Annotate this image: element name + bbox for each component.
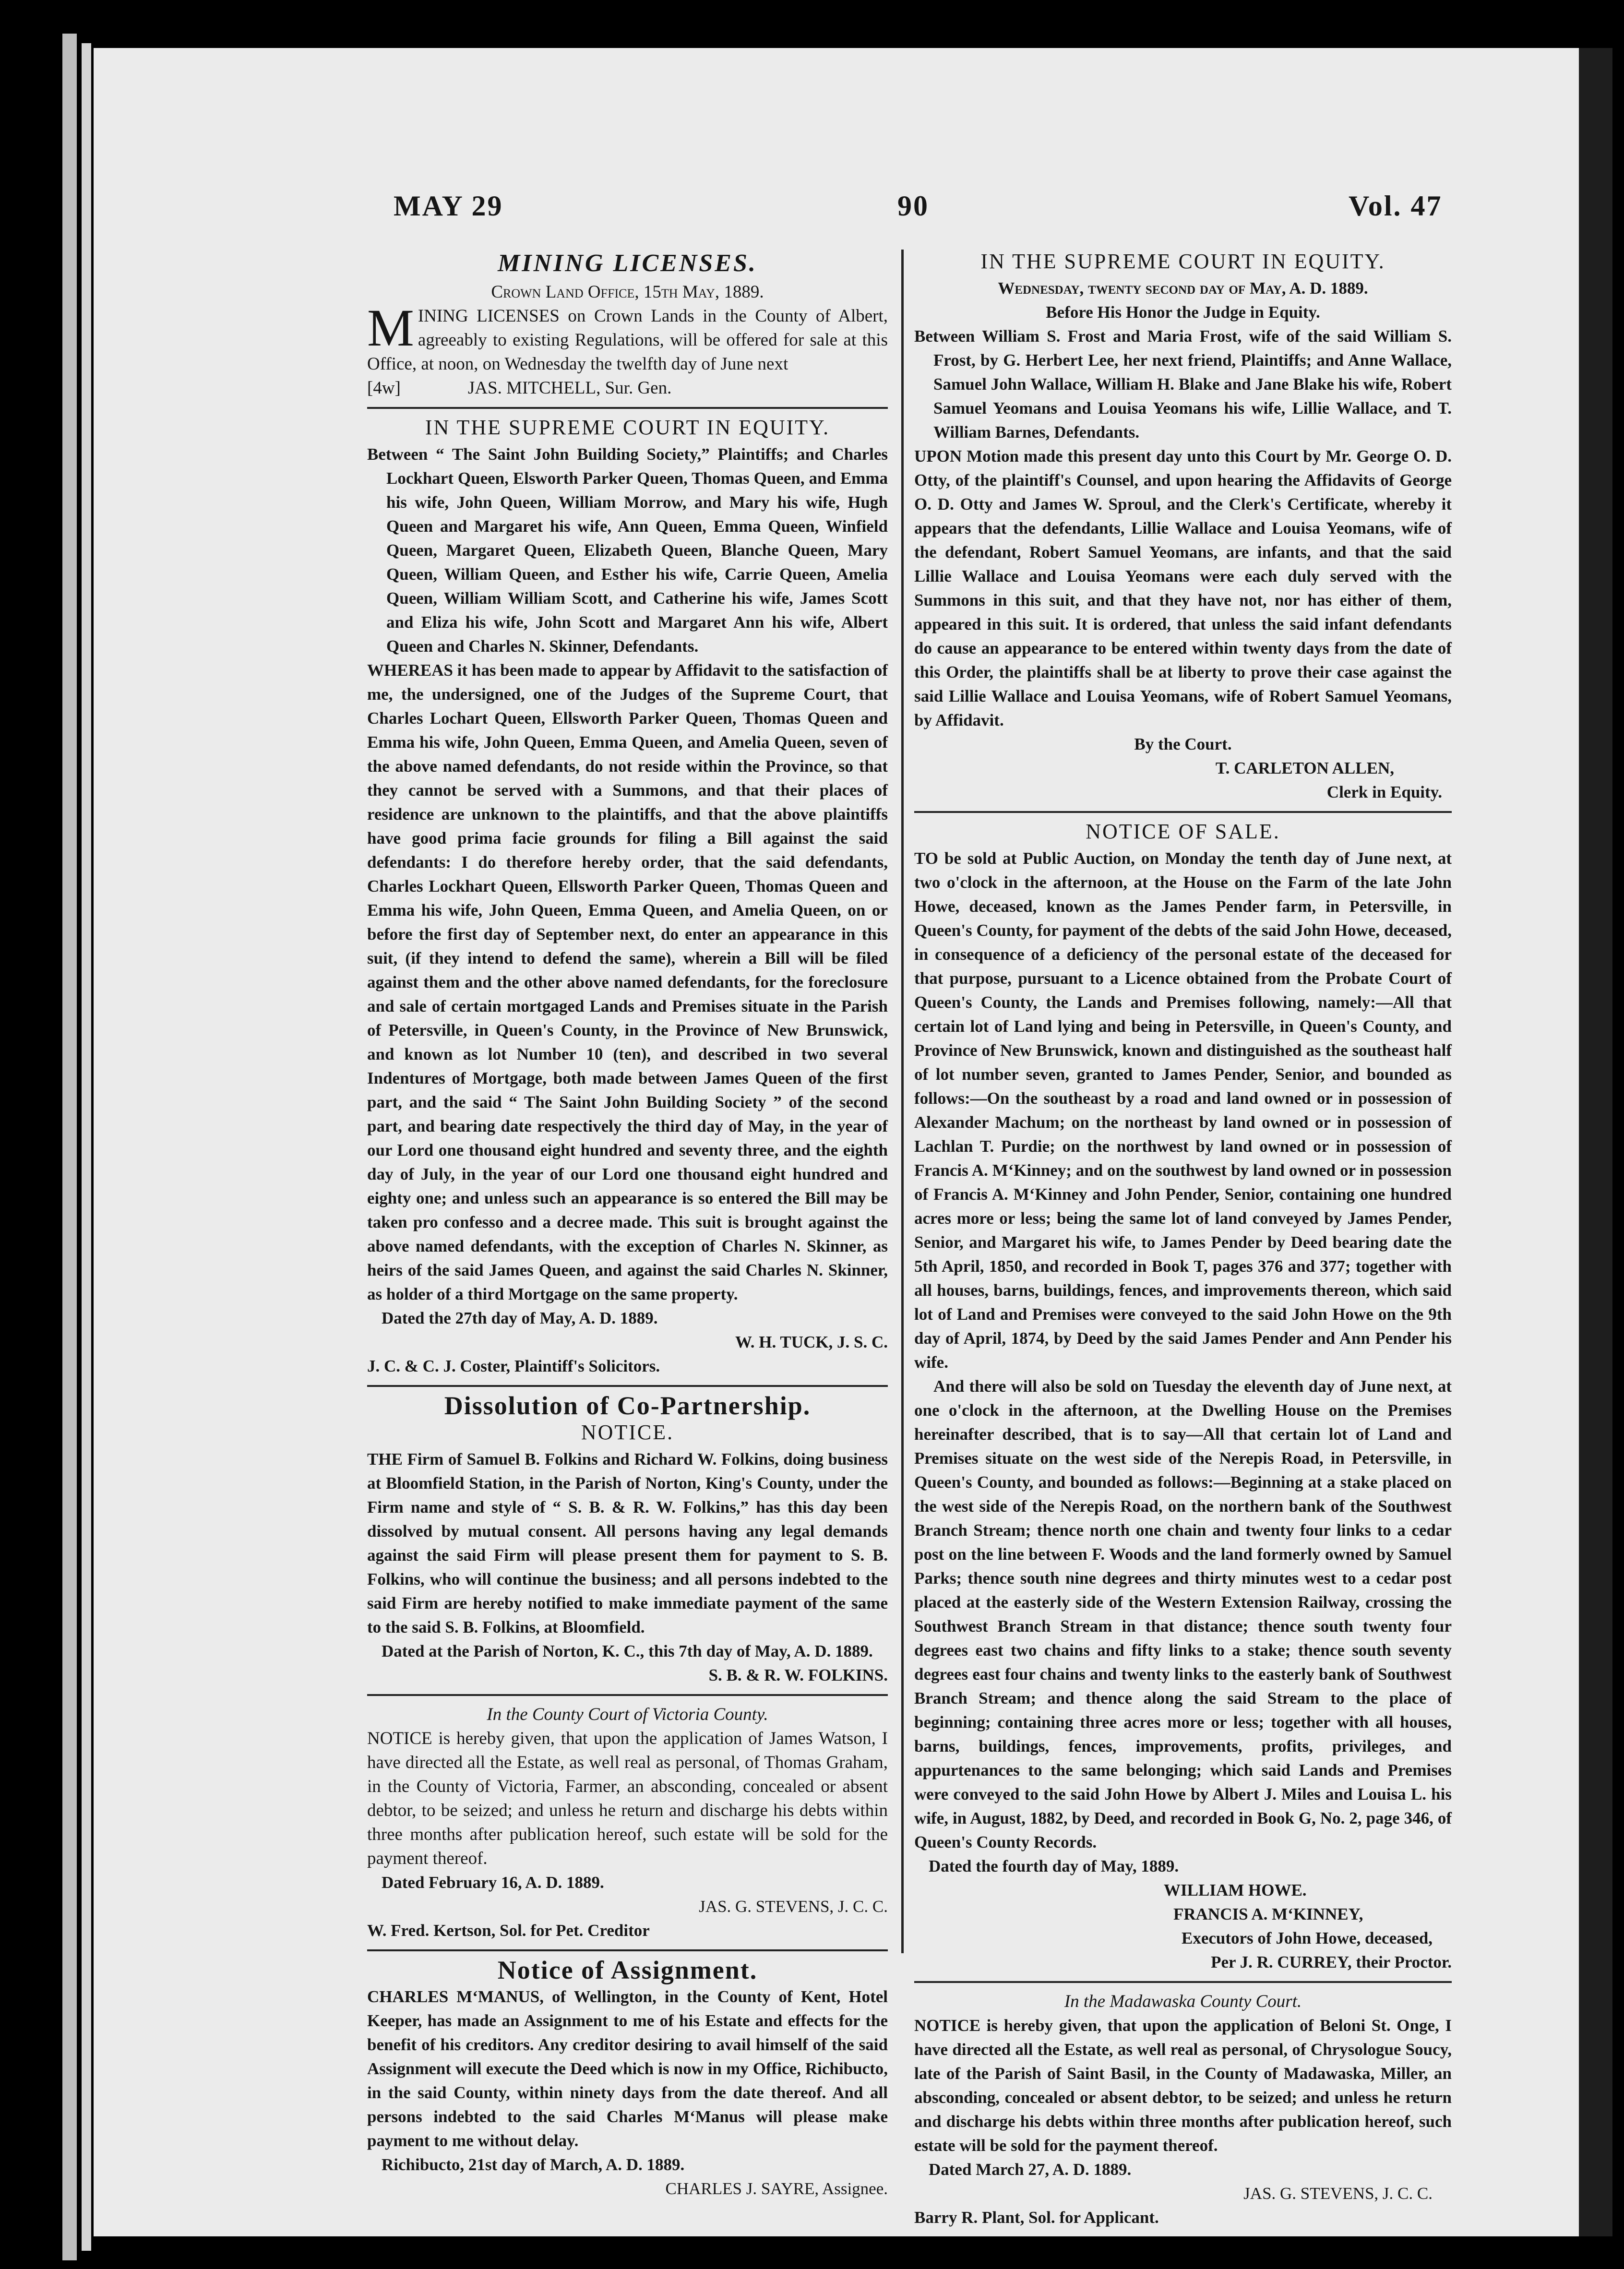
equity2-clerk: T. CARLETON ALLEN, [1215, 759, 1394, 777]
victoria-judge: JAS. G. STEVENS, J. C. C. [699, 1897, 888, 1916]
sale-dated: Dated the fourth day of May, 1889. [929, 1857, 1179, 1875]
page-edge [62, 34, 77, 2260]
sale-executor-2: FRANCIS A. M‘KINNEY, [1173, 1905, 1363, 1923]
column-divider [901, 250, 904, 1953]
victoria-dated: Dated February 16, A. D. 1889. [382, 1873, 604, 1892]
sale-body-2: And there will also be sold on Tuesday the eleventh day of June next, at one o'clock in the afternoon, at the Dwelling House on the Premises hereinafter described, that is to say—All that certain lot of Land and Premises situate on the west side of the Nerepis Road, in Petersville, in Queen's County, and bounded as follows:—Beginning at a stake placed on the west side of the Nerepis Road, on the northern bank of the Southwest Branch Stream; thence north one chain and twenty four links to a cedar post on the line between F. Woods and the land formerly owned by Samuel Parks; thence south nine degrees and thirty minutes west to a cedar post placed at the easterly side of the Western Extension Railway, crossing the Southwest Branch Stream in that distance; thence south twenty four degrees east two chains and fifty links to a stake; thence south seventy degrees east four chains and twenty links to the easterly bank of Southwest Branch Stream; and thence along the said Stream to the place of beginning; containing three acres more or less; together with all houses, barns, buildings, fences, improvements, profits, privileges, and appurtenances to the same belonging; which said Lands and Premises were conveyed to the said John Howe by Albert J. Miles and Louisa L. his wife, in August, 1882, by Deed, and recorded in Book G, No. 2, page 346, of Queen's County Records. [914, 1377, 1452, 1851]
divider [914, 1981, 1452, 1983]
mining-dateline: Crown Land Office, 15th May, 1889. [491, 282, 764, 302]
madawaska-judge: JAS. G. STEVENS, J. C. C. [1243, 2184, 1433, 2203]
madawaska-solicitor: Barry R. Plant, Sol. for Applicant. [914, 2208, 1159, 2227]
dissolution-signature: S. B. & R. W. FOLKINS. [708, 1666, 888, 1684]
equity2-body: UPON Motion made this present day unto this Court by Mr. George O. D. Otty, of the plaintiff's Counsel, and upon hearing the Affidavits of George O. D. Otty and James W. Sproul, and the Clerk's Certificate, whereby it appears that the defendants, Lillie Wallace and Louisa Yeomans, wife of the defendant, Robert Samuel Yeomans, are infants, and that the said Lillie Wallace and Louisa Yeomans were each duly served with the Summons in this suit, and that they have not, nor has either of them, appeared in this suit. It is ordered, that unless the said infant defendants do cause an appearance to be entered within twenty days from the date of this Order, the plaintiffs shall be at liberty to prove their case against the said Lillie Wallace and Louisa Yeomans, wife of Robert Samuel Yeomans, by Affidavit. [914, 447, 1452, 729]
page-curl-shadow [1579, 48, 1612, 2236]
equity1-parties: Between “ The Saint John Building Society,” Plaintiffs; and Charles Lockhart Queen, Elsworth Parker Queen, Thomas Queen, and Emma his wife, John Queen, William Morrow, and Mary his wife, Hugh Queen and Margaret his wife, Ann Queen, Emma Queen, Winfield Queen, Margaret Queen, Elizabeth Queen, Blanche Queen, Mary Queen, William Queen, and Esther his wife, Carrie Queen, Amelia Queen, William William Scott, and Catherine his wife, James Scott and Eliza his wife, John Scott and Margaret Ann his wife, Albert Queen and Charles N. Skinner, Defendants. [367, 445, 888, 656]
dissolution-body: THE Firm of Samuel B. Folkins and Richard W. Folkins, doing business at Bloomfield Station, in the Parish of Norton, King's County, under the Firm name and style of “ S. B. & R. W. Folkins,” has this day been dissolved by mutual consent. All persons having any legal demands against the said Firm will please present them for payment to S. B. Folkins, who will continue the business; and all persons indebted to the said Firm are hereby notified to make immediate payment of the same to the said S. B. Folkins, at Bloomfield. [367, 1450, 888, 1636]
equity2-clerk-title: Clerk in Equity. [1326, 783, 1442, 801]
equity1-judge: W. H. TUCK, J. S. C. [735, 1333, 888, 1351]
assignment-dated: Richibucto, 21st day of March, A. D. 1889. [382, 2155, 685, 2174]
dissolution-notice [367, 1391, 888, 1687]
equity2-title: IN THE SUPREME COURT IN EQUITY. [980, 250, 1385, 273]
assignment-signature: CHARLES J. SAYRE, Assignee. [665, 2179, 888, 2198]
divider [367, 1694, 888, 1696]
madawaska-title: In the Madawaska County Court. [1064, 1992, 1302, 2011]
equity1-title: IN THE SUPREME COURT IN EQUITY. [425, 416, 830, 439]
madawaska-dated: Dated March 27, A. D. 1889. [929, 2160, 1132, 2179]
divider [367, 1385, 888, 1387]
mining-body: INING LICENSES on Crown Lands in the County of Albert, agreeably to existing Regulations, will be offered for sale at this Office, at noon, on Wednesday the twelfth day of June next [367, 306, 888, 374]
notice-of-sale [914, 820, 1452, 1974]
equity2-before: Before His Honor the Judge in Equity. [1046, 303, 1320, 322]
divider [367, 1949, 888, 1951]
mining-licenses-title: MINING LICENSES. [498, 250, 757, 277]
right-column [914, 250, 1452, 2230]
mining-drop-cap: M [367, 299, 414, 357]
header-page-number: 90 [897, 190, 929, 222]
divider [914, 811, 1452, 813]
divider [367, 407, 888, 409]
mining-licenses-notice [367, 251, 888, 400]
assignment-body: CHARLES M‘MANUS, of Wellington, in the County of Kent, Hotel Keeper, has made an Assignment to me of his Estate and effects for the benefit of his creditors. Any creditor desiring to avail himself of the said Assignment will execute the Deed which is now in my Office, Richibucto, in the said County, within ninety days from the date thereof. And all persons indebted to the said Charles M‘Manus will please make payment to me without delay. [367, 1987, 888, 2150]
sale-executor-1: WILLIAM HOWE. [1164, 1881, 1307, 1899]
mining-signature: JAS. MITCHELL, Sur. Gen. [467, 378, 672, 398]
dissolution-title: Dissolution of Co-Partnership. [444, 1391, 811, 1420]
equity2-by-court: By the Court. [1134, 735, 1232, 753]
sale-body-1: TO be sold at Public Auction, on Monday the tenth day of June next, at two o'clock in the afternoon, at the House on the Farm of the late John Howe, deceased, known as the James Pender farm, in Petersville, in Queen's County, for payment of the debts of the said John Howe, deceased, in consequence of a deficiency of the personal estate of the deceased for that purpose, pursuant to a Licence obtained from the Probate Court of Queen's County, the Lands and Premises following, namely:—All that certain lot of Land lying and being in Petersville, in Queen's County, and Province of New Brunswick, known and distinguished as the southeast half of lot number seven, granted to James Pender, Senior, and bounded as follows:—On the southeast by a road and land owned or in possession of Alexander Machum; on the northeast by land owned or in possession of Lachlan T. Purdie; on the northwest by land owned or in possession of Francis A. M‘Kinney; and on the southwest by land owned or in possession of Francis A. M‘Kinney and John Pender, Senior, containing one hundred acres more or less; being the same lot of land conveyed by James Pender, Senior, and Margaret his wife, to James Pender by Deed bearing date the 5th April, 1850, and recorded in Book T, pages 376 and 377; together with all houses, barns, buildings, fences, and improvements thereon, which said lot of Land and Premises were conveyed to the said John Howe on the 9th day of April, 1874, by Deed by the said James Pender and Ann Pender his wife. [914, 849, 1452, 1372]
victoria-body: NOTICE is hereby given, that upon the application of James Watson, I have directed all the Estate, as well real as personal, of Thomas Graham, in the County of Victoria, Farmer, an absconding, concealed or absent debtor, to be seized; and unless he return and discharge his debts within three months after publication hereof, such estate will be sold for the payment thereof. [367, 1729, 888, 1868]
equity-notice-queen [367, 416, 888, 1378]
page-edge-inner [82, 43, 91, 2251]
equity1-solicitors: J. C. & C. J. Coster, Plaintiff's Solicitors. [367, 1357, 660, 1375]
equity2-parties: Between William S. Frost and Maria Frost, wife of the said William S. Frost, by G. Herbert Lee, her next friend, Plaintiffs; and Anne Wallace, Samuel John Wallace, William H. Blake and Jane Blake his wife, Robert Samuel Yeomans and Louisa Yeomans his wife, Lillie Wallace, and T. William Barnes, Defendants. [914, 327, 1452, 442]
mining-ref: [4w] [367, 378, 401, 398]
equity-notice-frost [914, 250, 1452, 804]
equity1-dated: Dated the 27th day of May, A. D. 1889. [382, 1309, 658, 1327]
assignment-notice [367, 1958, 888, 2201]
sale-executors-title: Executors of John Howe, deceased, [1181, 1929, 1433, 1947]
left-column [367, 250, 888, 2201]
sale-proctor: Per J. R. CURREY, their Proctor. [1211, 1953, 1452, 1971]
victoria-title: In the County Court of Victoria County. [487, 1705, 768, 1724]
header-date: MAY 29 [394, 190, 503, 222]
dissolution-dated: Dated at the Parish of Norton, K. C., this 7th day of May, A. D. 1889. [382, 1642, 873, 1660]
equity1-body: WHEREAS it has been made to appear by Affidavit to the satisfaction of me, the undersigned, one of the Judges of the Supreme Court, that Charles Lochart Queen, Ellsworth Parker Queen, Thomas Queen and Emma his wife, John Queen, Emma Queen, and Amelia Queen, seven of the above named defendants, do not reside within the Province, so that they cannot be served with a Summons, and that their places of residence are unknown to the plaintiffs, and that the above plaintiffs have good prima facie grounds for filing a Bill against the said defendants: I do therefore hereby order, that the said defendants, Charles Lockhart Queen, Ellsworth Parker Queen, Thomas Queen and Emma his wife, John Queen, Emma Queen, and Amelia Queen, on or before the first day of September next, do enter an appearance in this suit, (if they intend to defend the same), wherein a Bill will be filed against them and the other above named defendants, for the foreclosure and sale of certain mortgaged Lands and Premises situate in the Parish of Petersville, in Queen's County, in the Province of New Brunswick, and known as lot Number 10 (ten), and described in two several Indentures of Mortgage, both made between James Queen of the first part, and the said “ The Saint John Building Society ” of the second part, and bearing date respectively the third day of May, in the year of our Lord one thousand eight hundred and seventy three, and the eighth day of July, in the year of our Lord one thousand eight hundred and eighty one; and unless such an appearance is so entered the Bill may be taken pro confesso and a decree made. This suit is brought against the above named defendants, with the exception of Charles N. Skinner, as heirs of the said James Queen, and against the said Charles N. Skinner, as holder of a third Mortgage on the same property. [367, 661, 888, 1303]
sale-title: NOTICE OF SALE. [1086, 820, 1280, 843]
madawaska-notice [914, 1990, 1452, 2230]
victoria-county-notice [367, 1703, 888, 1943]
assignment-title: Notice of Assignment. [497, 1956, 758, 1984]
victoria-solicitor: W. Fred. Kertson, Sol. for Pet. Creditor [367, 1921, 650, 1940]
dissolution-notice-heading: NOTICE. [581, 1421, 674, 1444]
header-volume: Vol. 47 [1349, 190, 1443, 222]
equity2-dateline: Wednesday, twenty second day of May, A. D. 1889. [998, 279, 1368, 298]
madawaska-body: NOTICE is hereby given, that upon the application of Beloni St. Onge, I have directed all the Estate, as well real as personal, of Chrysologue Soucy, late of the Parish of Saint Basil, in the County of Madawaska, Miller, an absconding, concealed or absent debtor, to be seized; and unless he return and discharge his debts within three months after publication hereof, such estate will be sold for the payment thereof. [914, 2016, 1452, 2155]
